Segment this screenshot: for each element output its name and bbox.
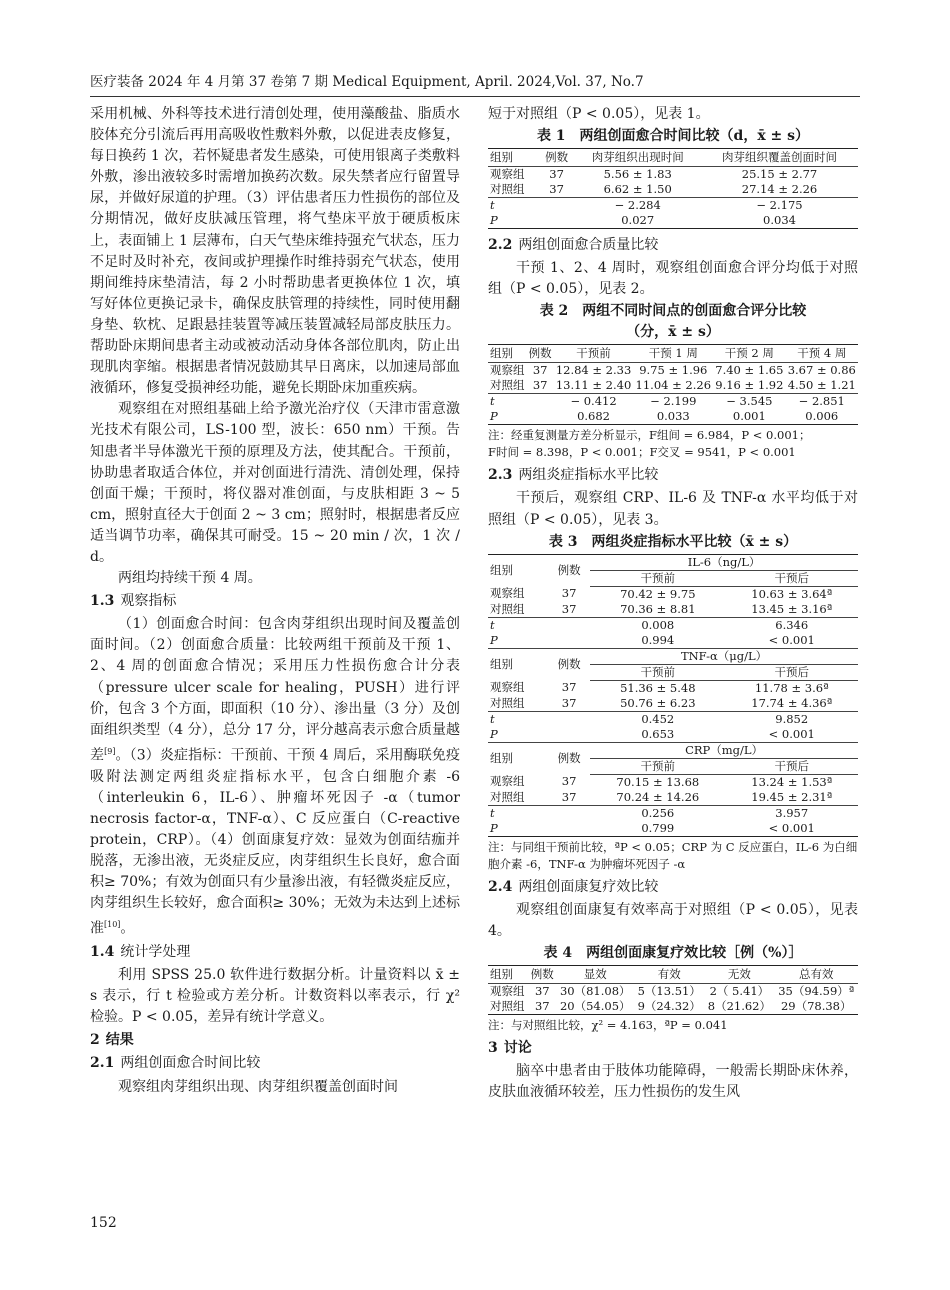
paragraph: 利用 SPSS 25.0 软件进行数据分析。计量资料以 x̄ ± s 表示，行 t 检验或方差分析。计数资料以率表示，行 χ² 检验。P < 0.05，差异有统计学意义。	[90, 967, 460, 1026]
table-row: P 0.653 < 0.001	[490, 726, 815, 741]
table-caption: （分，x̄ ± s）	[626, 324, 720, 341]
table-header: 干预 4 周	[786, 345, 858, 363]
table-row: 对照组 37 13.11 ± 2.40 11.04 ± 2.26 9.16 ± 1.92 4.50 ± 1.21	[490, 378, 856, 393]
table-note: 注：与对照组比较，χ² = 4.163，ªP = 0.041	[488, 1017, 728, 1032]
page-number: 152	[90, 1215, 117, 1231]
table-row: 观察组 37 51.36 ± 5.48 11.78 ± 3.6ª	[490, 680, 829, 695]
table-row: 对照组 37 6.62 ± 1.50 27.14 ± 2.26	[490, 182, 818, 197]
paragraph: 干预 1、2、4 周时，观察组创面愈合评分均低于对照组（P < 0.05），见表 2。	[488, 260, 858, 298]
table-row: 干预前 干预后	[488, 758, 858, 774]
table-note: 注：与同组干预前比较，ªP < 0.05；CRP 为 C 反应蛋白，IL-6 为白细胞介素 -6，TNF-α 为肿瘤坏死因子 -α	[488, 839, 858, 871]
table-row: 干预前 干预后	[488, 664, 858, 680]
paragraph: 脑卒中患者由于肢体功能障碍，一般需长期卧床休养，皮肤血液循环较差，压力性损伤的发生风	[488, 1063, 858, 1101]
table-header: 干预 2 周	[713, 345, 785, 363]
left-column	[90, 104, 460, 1098]
table-row: P 0.994 < 0.001	[490, 632, 815, 647]
table-row: 干预前 干预后	[488, 570, 858, 586]
section-heading: 1.3 观察指标	[90, 593, 177, 610]
table-4	[488, 965, 858, 1015]
section-heading: 2.4 两组创面康复疗效比较	[488, 878, 659, 895]
section-heading: 3 讨论	[488, 1039, 532, 1056]
table-header: 干预前	[554, 345, 634, 363]
table-header: 例数	[527, 345, 554, 363]
section-heading: 2.1 两组创面愈合时间比较	[90, 1055, 261, 1072]
paragraph: 观察组在对照组基础上给予激光治疗仪（天津市雷意激光技术有限公司，LS-100 型，波长：650 nm）干预。告知患者半导体激光干预的原理及方法，使其配合。干预前，协助患者取适合体位，并对创面进行清洗、清创处理，保持创面干燥；干预时，将仪器对准创面，与皮肤相距 3 ~ 5 cm，照射直径大于创面 2 ~ 3 cm；照射时，根据患者反应适当调节功率，确保其可耐受。15 ~ 20 min / 次，1 次 / d。	[90, 401, 460, 565]
right-column	[488, 104, 858, 1103]
paragraph: 观察组创面康复有效率高于对照组（P < 0.05），见表 4。	[488, 901, 858, 939]
paragraph: 干预后，观察组 CRP、IL-6 及 TNF-α 水平均低于对照组（P < 0.05），见表 3。	[488, 490, 858, 528]
table-3	[488, 554, 858, 837]
section-heading: 2.3 两组炎症指标水平比较	[488, 467, 659, 484]
paragraph: 观察组肉芽组织出现、肉芽组织覆盖创面时间	[118, 1078, 398, 1095]
table-row: P 0.799 < 0.001	[490, 820, 815, 835]
table-header: 例数	[539, 149, 575, 167]
table-header: 组别	[488, 345, 527, 363]
table-header: 肉芽组织覆盖创面时间	[701, 149, 858, 167]
paragraph: （1）创面愈合时间：包含肉芽组织出现时间及覆盖创面时间。（2）创面愈合质量：比较两组干预前及干预 1、2、4 周的创面愈合情况；采用压力性损伤愈合计分表（pressure ulcer scale for healing，PUSH）进行评价，包含 3 个方面，即面积（10 分）、渗出量（3 分）及创面组织类型（4 分），总分 17 分，评分越高表示愈合质量越差[9]。（3）炎症指标：干预前、干预 4 周后，采用酶联免疫吸附法测定两组炎症指标水平，包含白细胞介素 -6（interleukin 6，IL-6）、肿瘤坏死因子 -α（tumor necrosis factor-α，TNF-α）、C 反应蛋白（C-reactive protein，CRP）。（4）创面康复疗效：显效为创面结痂并脱落，无渗出液，无炎症反应，肉芽组织生长良好，愈合面积≥ 70%；有效为创面只有少量渗出液，有轻微炎症反应，肉芽组织生长较好，愈合面积≥ 30%；无效为未达到上述标准[10]。	[90, 616, 460, 937]
table-header: 干预 1 周	[633, 345, 713, 363]
table-row: 对照组 37 50.76 ± 6.23 17.74 ± 4.36ª	[490, 695, 833, 710]
table-row: 观察组 37 12.84 ± 2.33 9.75 ± 1.96 7.40 ± 1.65 3.67 ± 0.86	[490, 363, 856, 378]
section-heading: 1.4 统计学处理	[90, 943, 191, 960]
table-header: 组别	[488, 149, 539, 167]
table-row: 组别 例数 CRP（mg/L）	[488, 742, 858, 758]
table-row: P 0.027 0.034	[490, 213, 796, 228]
table-row: t 0.452 9.852	[488, 711, 858, 727]
table-2	[488, 344, 858, 425]
paragraph: 两组均持续干预 4 周。	[118, 570, 262, 587]
table-row: 观察组 37 70.15 ± 13.68 13.24 ± 1.53ª	[490, 774, 833, 789]
table-1	[488, 148, 858, 229]
running-header: 医疗装备 2024 年 4 月第 37 卷第 7 期 Medical Equipment, April. 2024,Vol. 37, No.7	[90, 70, 860, 97]
table-row: 观察组 37 5.56 ± 1.83 25.15 ± 2.77	[490, 167, 818, 182]
table-header: 肉芽组织出现时间	[574, 149, 701, 167]
table-row: 对照组 37 70.36 ± 8.81 13.45 ± 3.16ª	[490, 601, 833, 616]
table-caption: 表 1 两组创面愈合时间比较（d，x̄ ± s）	[536, 128, 810, 145]
table-row: t 0.008 6.346	[488, 617, 858, 633]
table-row: t 0.256 3.957	[488, 805, 858, 821]
table-header: 显效	[556, 965, 634, 983]
paragraph: 采用机械、外科等技术进行清创处理，使用藻酸盐、脂质水胶体充分引流后再用高吸收性敷料外敷，以促进表皮修复，每日换药 1 次，若怀疑患者发生感染，可使用银离子类敷料外敷，渗出液较多时需增加换药次数。尿失禁者应行留置导尿，并做好尿道的护理。（3）评估患者压力性损伤的部位及分期情况，做好皮肤减压管理，将气垫床平放于硬质板床上，表面铺上 1 层薄布，白天气垫床维持强充气状态，压力不足时及时补充，夜间或护理操作时维持弱充气状态，使用期间维持床垫清洁，每 2 小时帮助患者更换体位 1 次，填写好体位更换记录卡，确保皮肤管理的持续性，同时使用翻身垫、软枕、足跟悬挂装置等减压装置减轻局部皮肤压力。帮助卧床期间患者主动或被动活动身体各部位肌肉，防止出现肌肉挛缩。根据患者情况鼓励其早日离床，以加速局部血液循环，修复受损神经功能，避免长期卧床加重疾病。	[90, 106, 460, 397]
table-header: 组别	[488, 965, 528, 983]
table-caption: 表 3 两组炎症指标水平比较（x̄ ± s）	[548, 533, 798, 550]
table-row: t − 2.284 − 2.175	[488, 198, 858, 214]
table-note: 注：经重复测量方差分析显示，F组间 = 6.984，P < 0.001； F时间 = 8.398，P < 0.001；F交叉 = 9541，P < 0.001	[488, 428, 811, 460]
table-row: 对照组 37 70.24 ± 14.26 19.45 ± 2.31ª	[490, 789, 833, 804]
table-row: P 0.682 0.033 0.001 0.006	[490, 409, 839, 424]
table-row: 观察组 37 30（81.08） 5（13.51） 2（ 5.41） 35（94.59）ª	[490, 983, 855, 998]
table-row: 观察组 37 70.42 ± 9.75 10.63 ± 3.64ª	[490, 586, 833, 601]
table-row: 对照组 37 20（54.05） 9（24.32） 8（21.62） 29（78.38）	[490, 998, 852, 1013]
table-row: t − 0.412 − 2.199 − 3.545 − 2.851	[488, 394, 858, 410]
table-header: 无效	[704, 965, 774, 983]
section-heading: 2.2 两组创面愈合质量比较	[488, 237, 659, 254]
table-header: 有效	[634, 965, 704, 983]
table-row: 组别 例数 IL-6（ng/L）	[488, 554, 858, 570]
table-caption: 表 4 两组创面康复疗效比较［例（%）］	[543, 944, 803, 961]
section-heading: 2 结果	[90, 1032, 134, 1049]
table-header: 总有效	[774, 965, 858, 983]
paragraph: 短于对照组（P < 0.05），见表 1。	[488, 106, 710, 122]
table-row: 组别 例数 TNF-α（μg/L）	[488, 648, 858, 664]
table-header: 例数	[528, 965, 556, 983]
table-caption: 表 2 两组不同时间点的创面愈合评分比较	[539, 303, 807, 320]
